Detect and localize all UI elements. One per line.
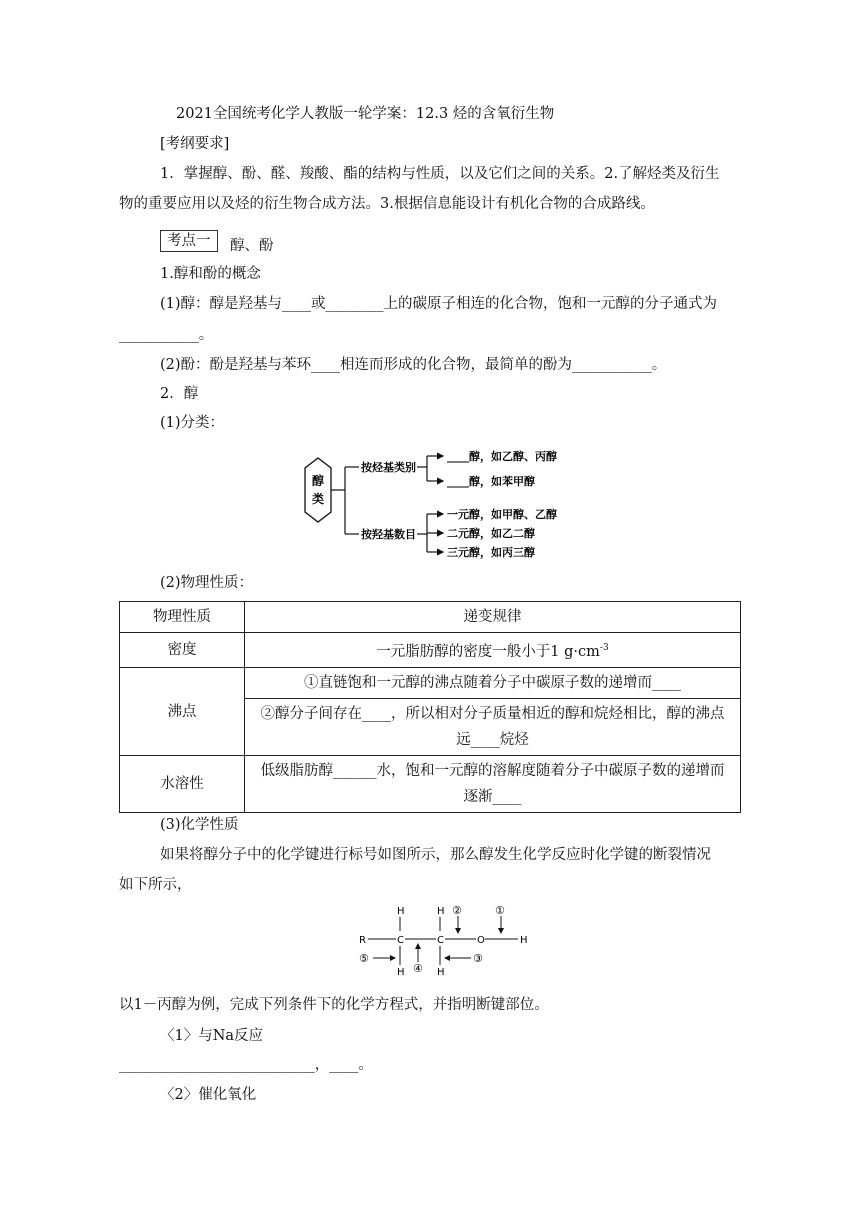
root-char-2: 类 <box>311 492 325 506</box>
section-1-heading: 1.醇和酚的概念 <box>160 266 261 282</box>
chemical-intro-line-2: 如下所示， <box>119 877 192 893</box>
question-1-blank: ___________________________，____。 <box>119 1057 373 1073</box>
atom-r: R <box>359 935 366 946</box>
chemical-heading: (3)化学性质 <box>160 817 239 833</box>
atom-c2: C <box>437 935 444 946</box>
table-row <box>120 633 741 668</box>
solubility-label: 水溶性 <box>120 756 245 813</box>
atom-h-c2-top: H <box>437 906 445 917</box>
table-header-rule: 递变规律 <box>245 602 741 633</box>
section-2-heading: 2．醇 <box>160 386 199 402</box>
solubility-rule: 低级脂肪醇______水，饱和一元醇的溶解度随着分子中碳原子数的递增而 逐渐____ <box>245 756 741 813</box>
marker-4: ④ <box>413 962 423 975</box>
boiling-rule-1: ①直链饱和一元醇的沸点随着分子中碳原子数的递增而____ <box>245 668 741 699</box>
alcohol-definition-line-2: ___________。 <box>119 327 214 343</box>
branch-by-hydrocarbon: 按烃基类别 <box>361 461 416 474</box>
atom-h-hydroxyl: H <box>520 935 528 946</box>
atom-h-c2-bottom: H <box>437 967 445 978</box>
table-row <box>120 602 741 633</box>
physical-properties-table <box>119 601 741 813</box>
branch2-item-2: 二元醇，如乙二醇 <box>447 527 535 540</box>
boiling-rule-2: ②醇分子间存在____，所以相对分子质量相近的醇和烷烃相比，醇的沸点 远____烷烃 <box>245 699 741 756</box>
atom-c1: C <box>397 935 404 946</box>
classification-heading: (1)分类： <box>160 415 225 431</box>
density-label: 密度 <box>120 633 245 668</box>
branch1-item-2: ____醇，如苯甲醇 <box>447 475 535 488</box>
document-title: 2021全国统考化学人教版一轮学案：12.3 烃的含氧衍生物 <box>176 106 555 122</box>
kaodian-box: 考点一 <box>160 230 218 252</box>
classification-diagram <box>295 440 585 565</box>
boiling-label: 沸点 <box>120 668 245 756</box>
syllabus-line-2: 物的重要应用以及烃的衍生物合成方法。3.根据信息能设计有机化合物的合成路线。 <box>119 196 655 212</box>
density-rule: 一元脂肪醇的密度一般小于1 $g\cdot cm^{-3}$ <box>245 633 741 668</box>
table-header-property: 物理性质 <box>120 602 245 633</box>
root-char-1: 醇 <box>311 474 325 488</box>
atom-h-c1-top: H <box>397 906 405 917</box>
branch-by-hydroxyl: 按羟基数目 <box>361 528 416 541</box>
branch2-item-3: 三元醇，如丙三醇 <box>447 546 535 559</box>
syllabus-line-1: 1．掌握醇、酚、醛、羧酸、酯的结构与性质，以及它们之间的关系。2.了解烃类及衍生 <box>160 166 720 182</box>
physical-heading: (2)物理性质： <box>160 575 254 591</box>
branch2-item-1: 一元醇，如甲醇、乙醇 <box>447 508 557 521</box>
marker-5: ⑤ <box>359 952 369 965</box>
phenol-definition: (2)酚：酚是羟基与苯环____相连而形成的化合物，最简单的酚为___________。 <box>160 357 667 373</box>
atom-o: O <box>477 935 485 946</box>
atom-h-c1-bottom: H <box>397 967 405 978</box>
table-row <box>120 756 741 813</box>
chemical-intro-line-1: 如果将醇分子中的化学键进行标号如图所示，那么醇发生化学反应时化学键的断裂情况 <box>160 847 711 863</box>
marker-2: ② <box>452 904 462 917</box>
alcohol-bond-diagram <box>355 900 535 980</box>
question-1-label: 〈1〉与Na反应 <box>160 1028 264 1044</box>
branch1-item-1: ____醇，如乙醇、丙醇 <box>447 450 557 463</box>
kaodian-title: 醇、酚 <box>230 238 274 254</box>
question-2-label: 〈2〉催化氧化 <box>160 1087 257 1103</box>
alcohol-definition-line-1: (1)醇：醇是羟基与____或________上的碳原子相连的化合物，饱和一元醇的分子通式为 <box>160 296 718 312</box>
table-row <box>120 668 741 699</box>
marker-1: ① <box>495 904 505 917</box>
root-hexagon <box>305 458 331 522</box>
syllabus-heading: [考纲要求] <box>160 136 230 152</box>
example-line: 以1－丙醇为例，完成下列条件下的化学方程式，并指明断键部位。 <box>119 997 549 1013</box>
marker-3: ③ <box>473 952 483 965</box>
